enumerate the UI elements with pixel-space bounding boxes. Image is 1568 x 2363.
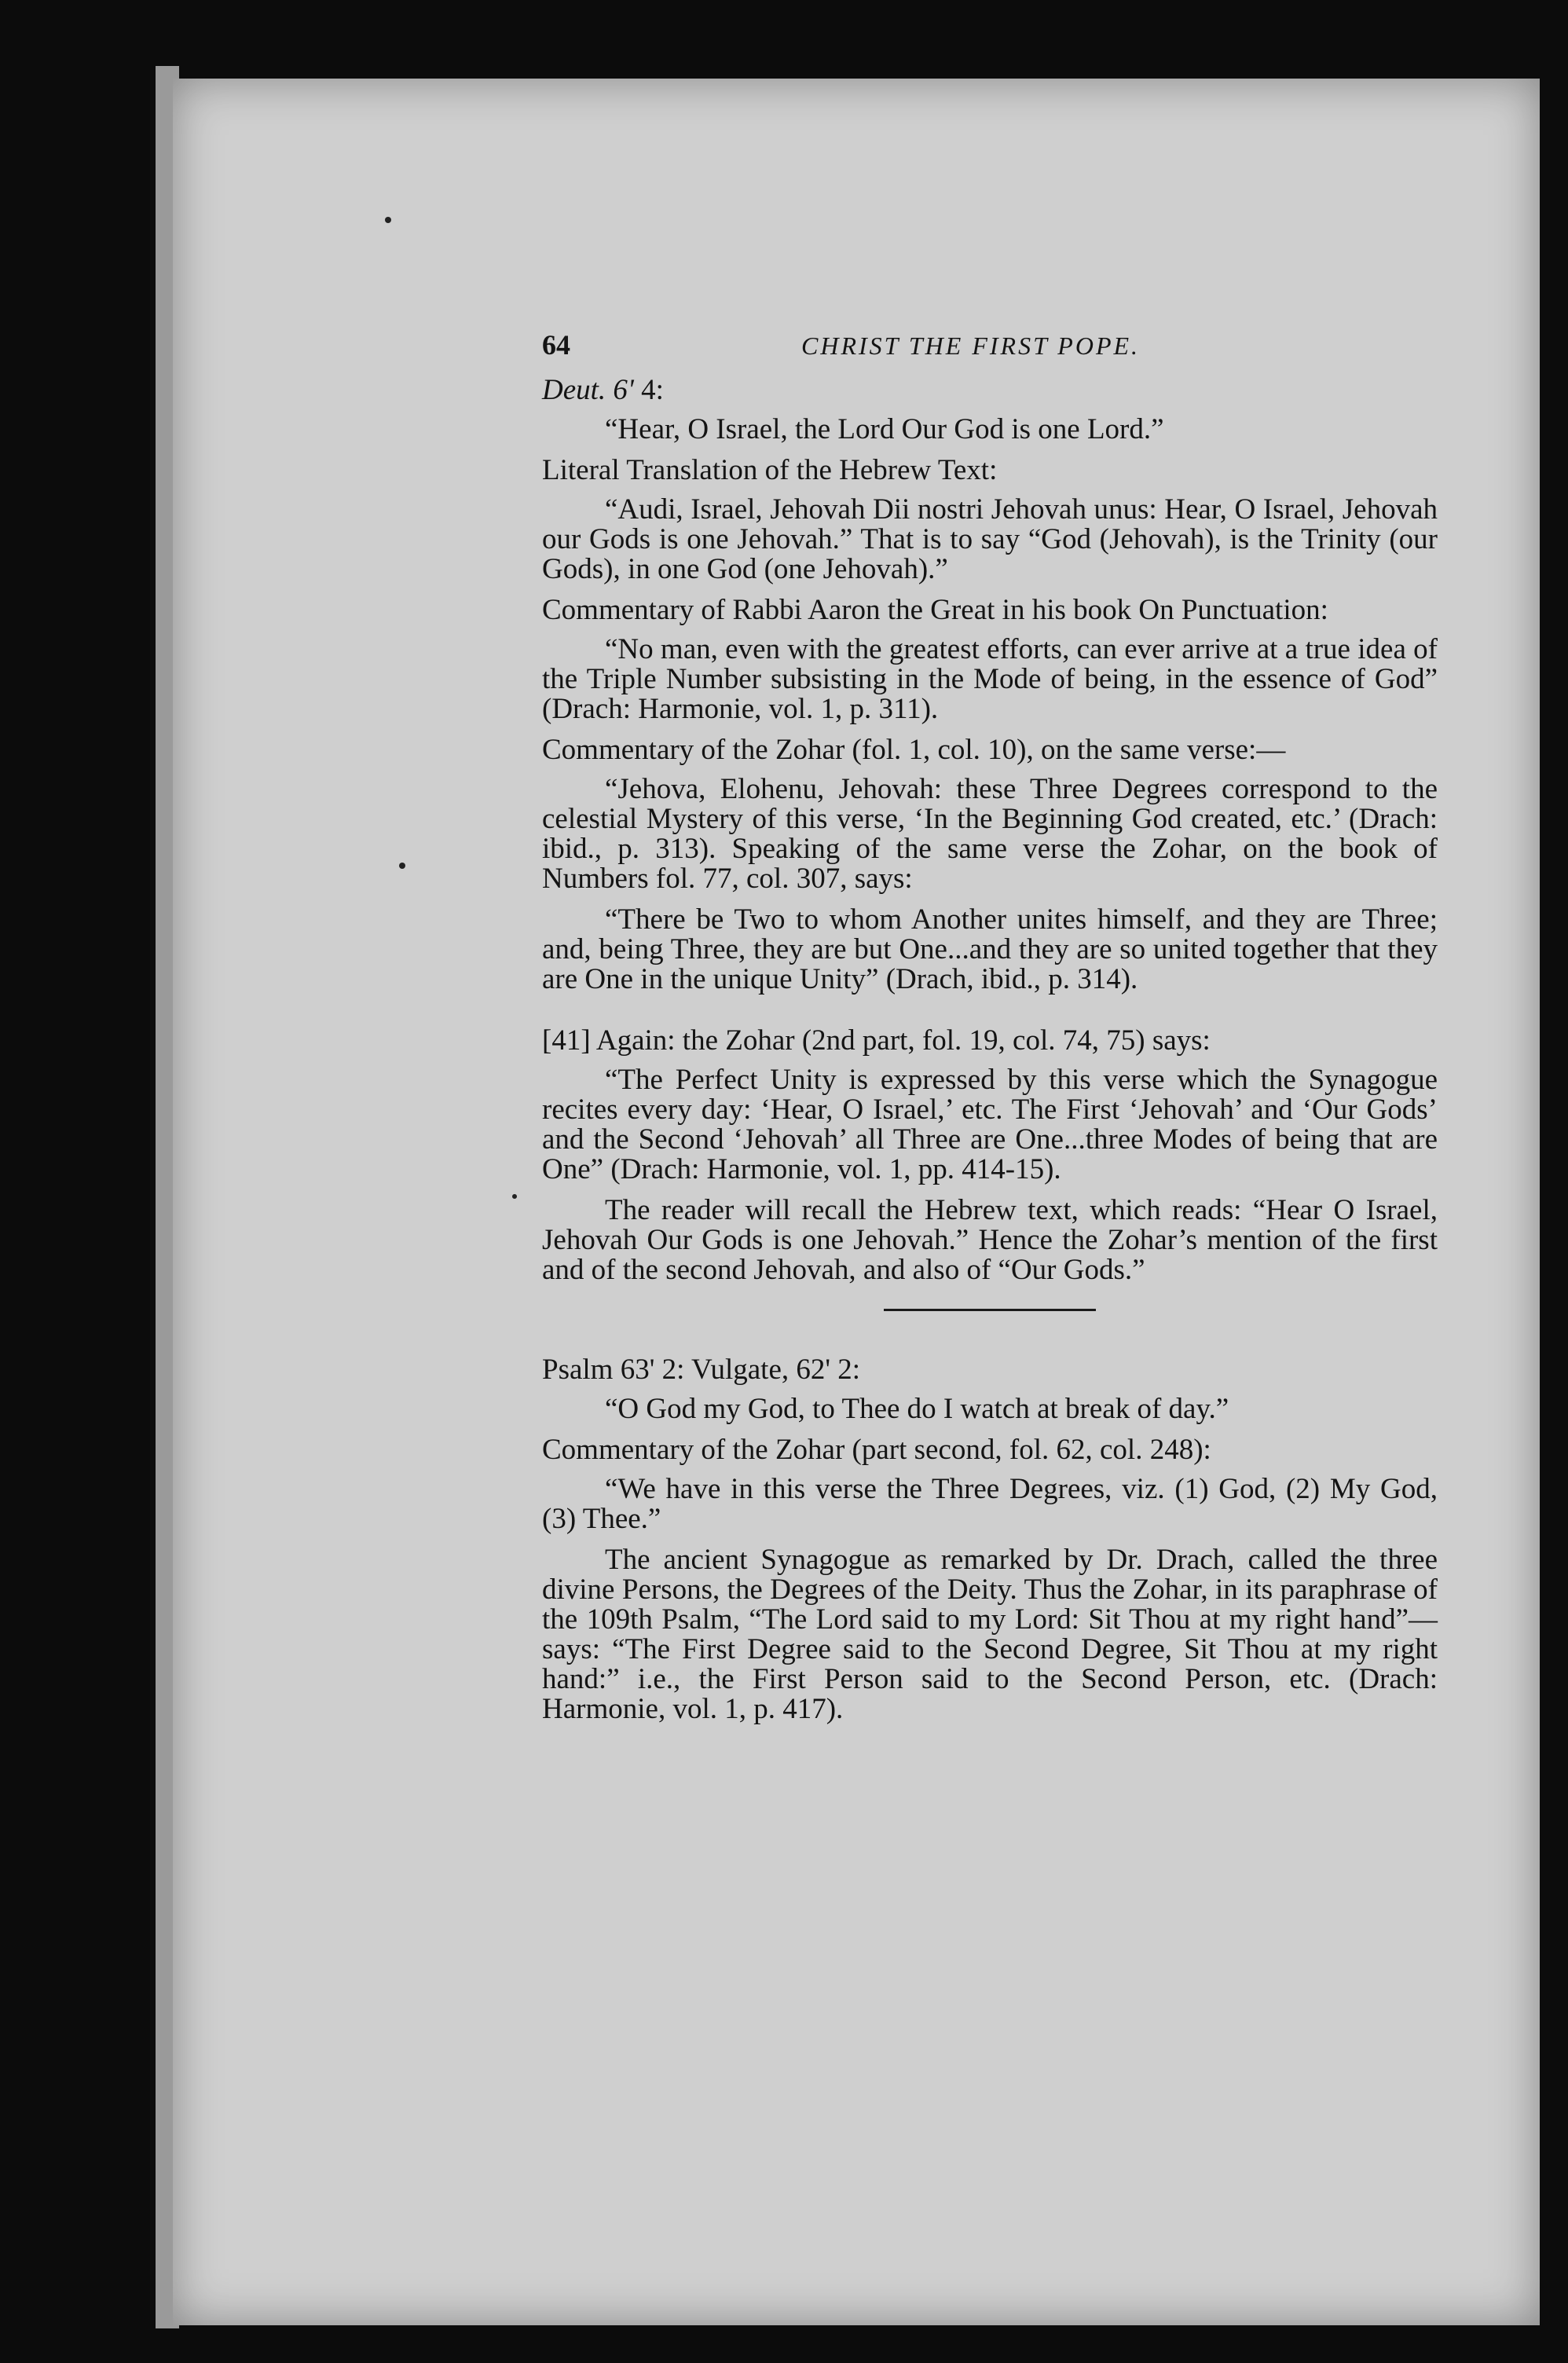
body-paragraph: “We have in this verse the Three Degrees, viz. (1) God, (2) My God, (3) Thee.” [542, 1473, 1438, 1535]
film-speck [512, 1194, 517, 1199]
section-divider [884, 1309, 1096, 1311]
body-paragraph: “There be Two to whom Another unites himself, and they are Three; and, being Three, they are but One...and they are so united together that they are One in the unique Unity” (Drach, ibid., p. 314). [542, 903, 1438, 995]
body-paragraph: “The Perfect Unity is expressed by this verse which the Synagogue recites every day: ‘Hear, O Israel,’ etc. The First ‘Jehovah’ and ‘Our Gods’ and the Second ‘Jehovah’ all Three are One...three Modes of being that are One” (Drach: Harmonie, vol. 1, pp. 414-15). [542, 1064, 1438, 1185]
film-speck [399, 863, 405, 869]
citation-heading: Psalm 63' 2: Vulgate, 62' 2: [542, 1354, 861, 1386]
body-paragraph: “O God my God, to Thee do I watch at break of day.” [605, 1393, 1229, 1425]
citation-heading: Commentary of Rabbi Aaron the Great in his book On Punctuation: [542, 594, 1328, 626]
body-paragraph: “Audi, Israel, Jehovah Dii nostri Jehovah unus: Hear, O Israel, Jehovah our Gods is one Jehovah.” That is to say “God (Jehovah), is the Trinity (our Gods), in one God (one Jehovah).” [542, 493, 1438, 585]
citation-heading: [41] Again: the Zohar (2nd part, fol. 19, col. 74, 75) says: [542, 1024, 1211, 1057]
page-content [542, 330, 1438, 1735]
body-paragraph: The ancient Synagogue as remarked by Dr. Drach, called the three divine Persons, the Degrees of the Deity. Thus the Zohar, in its paraphrase of the 109th Psalm, “The Lord said to my Lord: Sit Thou at my right hand”—says: “The First Degree said to the Second Degree, Sit Thou at my right hand:” i.e., the First Person said to the Second Person, etc. (Drach: Harmonie, vol. 1, p. 417). [542, 1544, 1438, 1725]
body-paragraph: “Hear, O Israel, the Lord Our God is one Lord.” [605, 413, 1164, 445]
film-speck [385, 217, 391, 223]
citation-heading: Literal Translation of the Hebrew Text: [542, 454, 998, 486]
citation-reference: Deut. 6' [542, 374, 642, 406]
running-title: CHRIST THE FIRST POPE. [801, 332, 1141, 360]
citation-heading: Commentary of the Zohar (fol. 1, col. 10), on the same verse:— [542, 734, 1286, 766]
paragraph-gap [542, 1006, 1438, 1026]
citation-heading [542, 376, 1438, 405]
body-paragraph: The reader will recall the Hebrew text, which reads: “Hear O Israel, Jehovah Our Gods is one Jehovah.” Hence the Zohar’s mention of the first and of the second Jehovah, and also of “Our Gods.” [542, 1194, 1438, 1286]
body-paragraph: “Jehova, Elohenu, Jehovah: these Three Degrees correspond to the celestial Mystery of this verse, ‘In the Beginning God created, etc.’ (Drach: ibid., p. 313). Speaking of the same verse the Zohar, on the book of Numbers fol. 77, col. 307, says: [542, 773, 1438, 895]
body-text [542, 376, 1438, 1724]
running-head [542, 330, 1438, 369]
citation-heading: Commentary of the Zohar (part second, fol. 62, col. 248): [542, 1434, 1211, 1466]
page-number: 64 [542, 329, 570, 361]
citation-verse: 4: [641, 374, 664, 406]
body-paragraph: “No man, even with the greatest efforts, can ever arrive at a true idea of the Triple Number subsisting in the Mode of being, in the essence of God” (Drach: Harmonie, vol. 1, p. 311). [542, 633, 1438, 725]
